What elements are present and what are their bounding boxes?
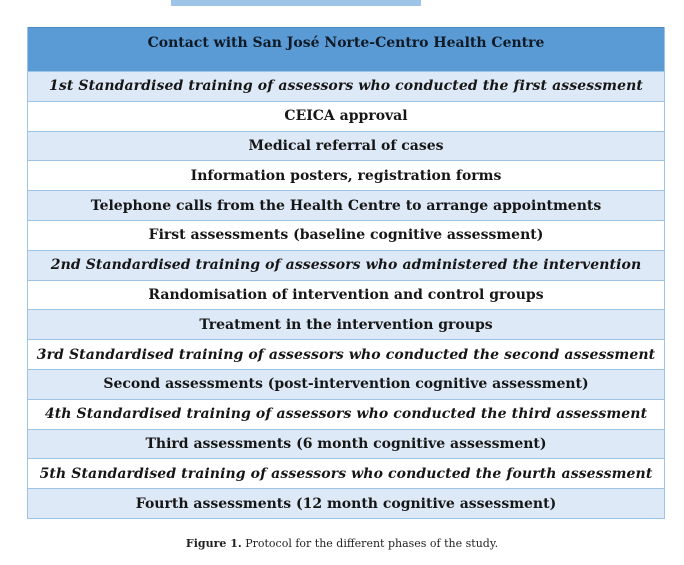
figure-label: Figure 1. [185, 537, 242, 550]
table-row: 4th Standardised training of assessors who conducted the third assessment [28, 399, 664, 429]
table-row: CEICA approval [28, 101, 664, 131]
table-row: Third assessments (6 month cognitive assessment) [28, 429, 664, 459]
table-row: Medical referral of cases [28, 131, 664, 161]
figure-caption-text: Protocol for the different phases of the study. [241, 537, 499, 550]
table-row: 3rd Standardised training of assessors who conducted the second assessment [28, 339, 664, 369]
table-row: 5th Standardised training of assessors who conducted the fourth assessment [28, 458, 664, 488]
table-row: First assessments (baseline cognitive assessment) [28, 220, 664, 250]
table-row: Randomisation of intervention and control groups [28, 280, 664, 310]
previous-figure-fragment [171, 0, 421, 6]
table-row: Fourth assessments (12 month cognitive assessment) [28, 488, 664, 518]
table-row: Treatment in the intervention groups [28, 309, 664, 339]
table-row: Telephone calls from the Health Centre to arrange appointments [28, 190, 664, 220]
table-row: 1st Standardised training of assessors who conducted the first assessment [28, 71, 664, 101]
table-header: Contact with San José Norte-Centro Health Centre [28, 27, 664, 71]
protocol-table [27, 27, 665, 519]
table-body [28, 71, 664, 518]
figure-caption [0, 537, 684, 550]
table-row: Second assessments (post-intervention cognitive assessment) [28, 369, 664, 399]
table-row: 2nd Standardised training of assessors who administered the intervention [28, 250, 664, 280]
table-row: Information posters, registration forms [28, 160, 664, 190]
